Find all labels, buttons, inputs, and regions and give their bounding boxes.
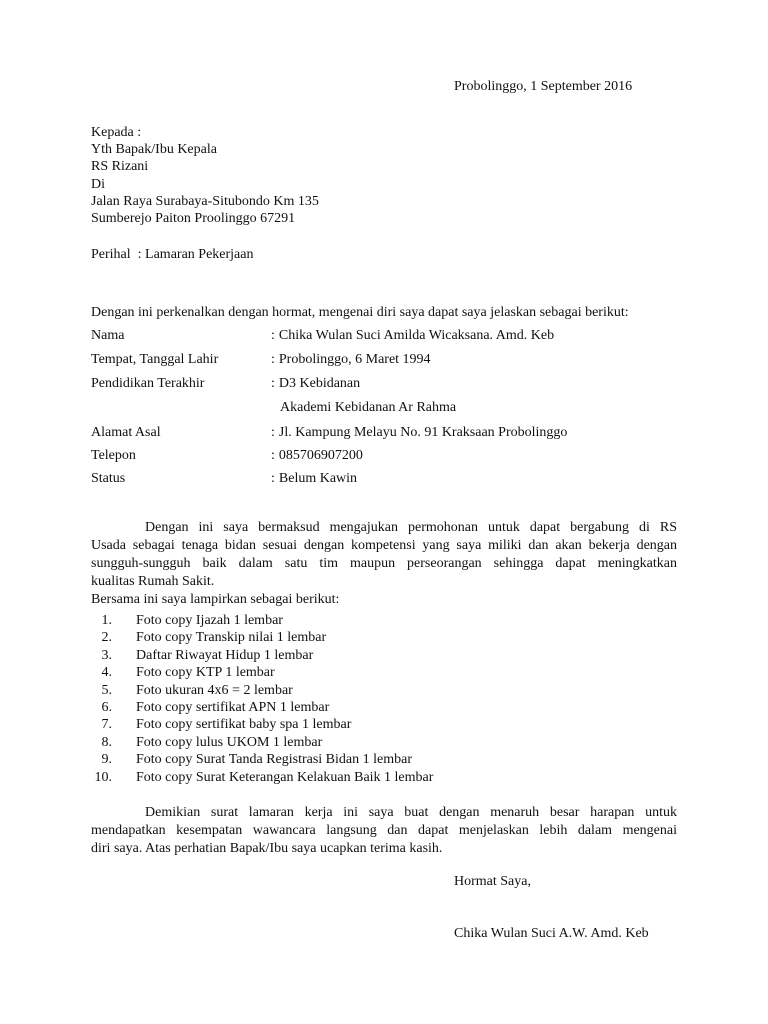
detail-row-status <box>91 470 691 488</box>
recipient-line: Sumberejo Paiton Proolinggo 67291 <box>91 211 296 226</box>
paragraph-line: kualitas Rumah Sakit. <box>91 574 215 589</box>
place-date: Probolinggo, 1 September 2016 <box>454 79 633 94</box>
detail-label: Status <box>91 471 126 486</box>
paragraph-line: diri saya. Atas perhatian Bapak/Ibu saya ucapkan terima kasih. <box>91 841 443 856</box>
paragraph-line: Usada sebagai tenaga bidan sesuai dengan kompetensi yang saya miliki dan akan bekerja dengan <box>91 538 677 553</box>
detail-label: Tempat, Tanggal Lahir <box>91 352 219 367</box>
detail-row-phone <box>91 447 691 465</box>
detail-row-address <box>91 424 691 442</box>
paragraph-line: sungguh-sungguh baik dalam satu tim maupun perseorangan sehingga dapat meningkatkan <box>91 556 677 571</box>
recipient-line: Di <box>91 177 105 192</box>
recipient-line: Jalan Raya Surabaya-Situbondo Km 135 <box>91 194 319 209</box>
letter-page: Probolinggo, 1 September 2016 Kepada : Yth Bapak/Ibu Kepala RS Rizani Di Jalan Raya Surabaya-Situbondo Km 135 Sumberejo Paiton Proolinggo 67291 Perihal : Lamaran Pekerjaan Dengan ini perkenalkan dengan hormat, mengenai diri saya dapat saya jelaskan sebagai berikut: Nama : Chika Wulan Suci Amilda Wicaksana. Amd. Keb Tempat, Tanggal Lahir : Probolinggo, 6 Maret 1994 Pendidikan Terakhir : D3 Kebidanan Akademi Kebidanan Ar Rahma Alamat Asal : Jl. Kampung Melayu No. 91 Kraksaan Probolinggo Telepon : 085706907200 Status : Belum Kawin Dengan ini saya bermaksud mengajukan permohonan untuk dapat bergabung di RS Usada sebagai tenaga bidan sesuai dengan kompetensi yang saya miliki dan akan bekerja dengan sungguh-sungguh baik dalam satu tim maupun perseorangan sehingga dapat meningkatkan kualitas Rumah Sakit. Bersama ini saya lampirkan sebagai berikut: 1. Foto copy Ijazah 1 lembar 2. Foto copy Transkip nilai 1 lembar 3. Daftar Riwayat Hidup 1 lembar 4. Foto copy KTP 1 lembar 5. Foto ukuran 4x6 = 2 lembar 6. Foto copy sertifikat APN 1 lembar 7. Foto copy sertifikat baby spa 1 lembar 8. Foto copy lulus UKOM 1 lembar 9. Foto copy Surat Tanda Registrasi Bidan 1 lembar 10. Foto copy Surat Keterangan Kelakuan Baik 1 lembar Demikian surat lamaran kerja ini saya buat dengan menaruh besar harapan untuk mendapatkan kesempatan wawancara langsung dan dapat menjelaskan lebih dalam mengenai diri saya. Atas perhatian Bapak/Ibu saya ucapkan terima kasih. Hormat Saya, Chika Wulan Suci A.W. Amd. Keb <box>0 0 768 1024</box>
detail-row-name <box>91 327 691 345</box>
detail-row-education <box>91 375 691 393</box>
closing-paragraph <box>91 804 677 858</box>
detail-label: Pendidikan Terakhir <box>91 376 205 391</box>
paragraph-line: mendapatkan kesempatan wawancara langsung dan dapat menjelaskan lebih dalam mengenai <box>91 823 677 838</box>
detail-row-birth <box>91 351 691 369</box>
detail-label: Alamat Asal <box>91 425 161 440</box>
detail-value: : Belum Kawin <box>271 471 358 486</box>
recipient-line: Yth Bapak/Ibu Kepala <box>91 142 217 157</box>
signoff-name: Chika Wulan Suci A.W. Amd. Keb <box>454 926 649 941</box>
signoff-greeting: Hormat Saya, <box>454 874 531 889</box>
recipient-line: RS Rizani <box>91 159 149 174</box>
intro-text: Dengan ini perkenalkan dengan hormat, mengenai diri saya dapat saya jelaskan sebagai berikut: <box>91 305 629 320</box>
detail-row-education-cont <box>91 399 691 417</box>
detail-value: : Chika Wulan Suci Amilda Wicaksana. Amd. Keb <box>271 328 555 343</box>
detail-value: Akademi Kebidanan Ar Rahma <box>280 400 457 415</box>
subject-line: Perihal : Lamaran Pekerjaan <box>91 247 254 262</box>
attachments-intro: Bersama ini saya lampirkan sebagai berikut: <box>91 592 340 607</box>
detail-label: Nama <box>91 328 125 343</box>
recipient-line: Kepada : <box>91 125 142 140</box>
paragraph-line: Demikian surat lamaran kerja ini saya buat dengan menaruh besar harapan untuk <box>145 805 677 820</box>
detail-value: : D3 Kebidanan <box>271 376 361 391</box>
detail-label: Telepon <box>91 448 136 463</box>
detail-value: : Probolinggo, 6 Maret 1994 <box>271 352 431 367</box>
paragraph-line: Dengan ini saya bermaksud mengajukan permohonan untuk dapat bergabung di RS <box>145 520 677 535</box>
body-paragraph <box>91 519 677 609</box>
detail-value: : 085706907200 <box>271 448 363 463</box>
detail-value: : Jl. Kampung Melayu No. 91 Kraksaan Probolinggo <box>271 425 568 440</box>
